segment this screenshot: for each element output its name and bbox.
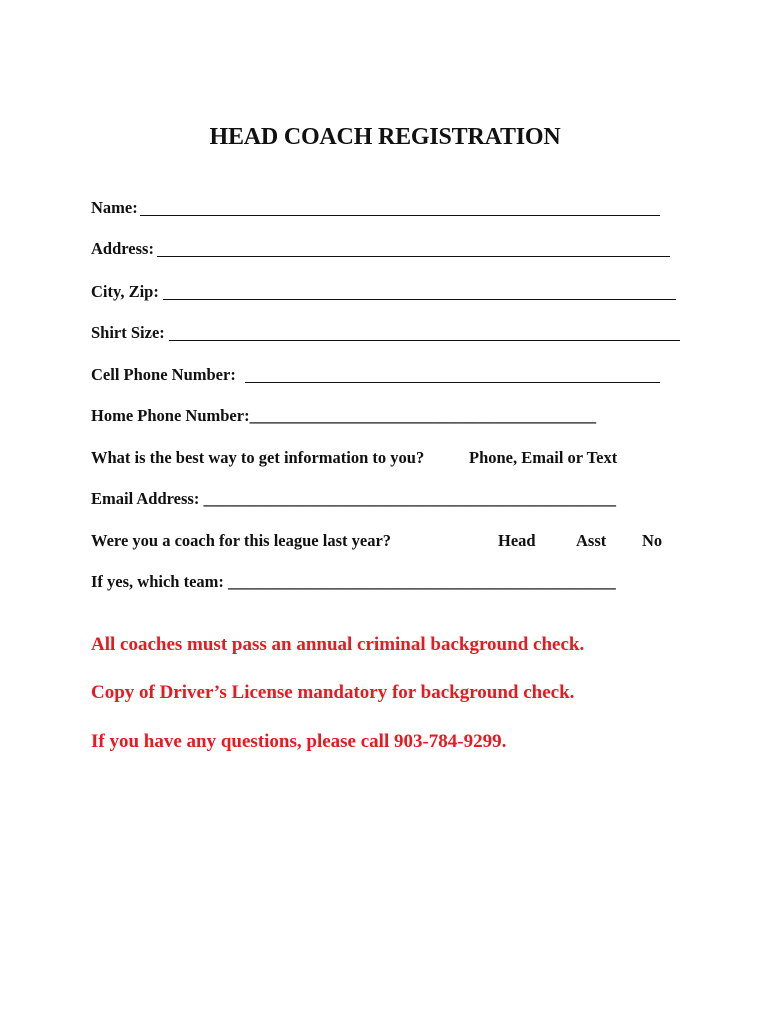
city-zip-field[interactable] bbox=[163, 299, 676, 300]
option-asst[interactable]: Asst bbox=[576, 531, 607, 550]
name-label: Name: bbox=[91, 198, 138, 217]
option-no[interactable]: No bbox=[642, 531, 663, 550]
email-label: Email Address: bbox=[91, 489, 200, 508]
which-team-row bbox=[91, 572, 616, 592]
option-head[interactable]: Head bbox=[498, 531, 536, 550]
notice-background-check: All coaches must pass an annual criminal background check. bbox=[91, 634, 585, 655]
best-way-row bbox=[91, 448, 424, 468]
coach-last-year-label: Were you a coach for this league last year? bbox=[91, 531, 392, 550]
email-row bbox=[91, 489, 616, 509]
name-row bbox=[91, 198, 138, 218]
address-field[interactable] bbox=[157, 256, 670, 257]
cell-phone-field[interactable] bbox=[245, 382, 660, 383]
home-phone-row bbox=[91, 406, 596, 426]
home-phone-field[interactable]: __________________________________________ bbox=[249, 406, 597, 425]
address-label: Address: bbox=[91, 239, 154, 258]
cell-phone-row bbox=[91, 365, 236, 385]
shirt-size-row bbox=[91, 323, 165, 343]
city-zip-row bbox=[91, 282, 159, 302]
which-team-field[interactable]: _______________________________________________ bbox=[228, 572, 616, 591]
which-team-label: If yes, which team: bbox=[91, 572, 224, 591]
best-way-label: What is the best way to get information to you? bbox=[91, 448, 425, 467]
notice-questions: If you have any questions, please call 903-784-9299. bbox=[91, 731, 507, 752]
shirt-size-label: Shirt Size: bbox=[91, 323, 165, 342]
cell-phone-label: Cell Phone Number: bbox=[91, 365, 236, 384]
shirt-size-field[interactable] bbox=[169, 340, 680, 341]
address-row bbox=[91, 239, 154, 259]
email-field[interactable]: __________________________________________________ bbox=[203, 489, 616, 508]
notice-drivers-license: Copy of Driver’s License mandatory for background check. bbox=[91, 682, 575, 703]
name-field[interactable] bbox=[140, 215, 660, 216]
best-way-options[interactable]: Phone, Email or Text bbox=[469, 448, 618, 467]
home-phone-label: Home Phone Number: bbox=[91, 406, 250, 425]
city-zip-label: City, Zip: bbox=[91, 282, 159, 301]
form-title: HEAD COACH REGISTRATION bbox=[209, 124, 561, 150]
coach-last-year-row bbox=[91, 531, 391, 551]
